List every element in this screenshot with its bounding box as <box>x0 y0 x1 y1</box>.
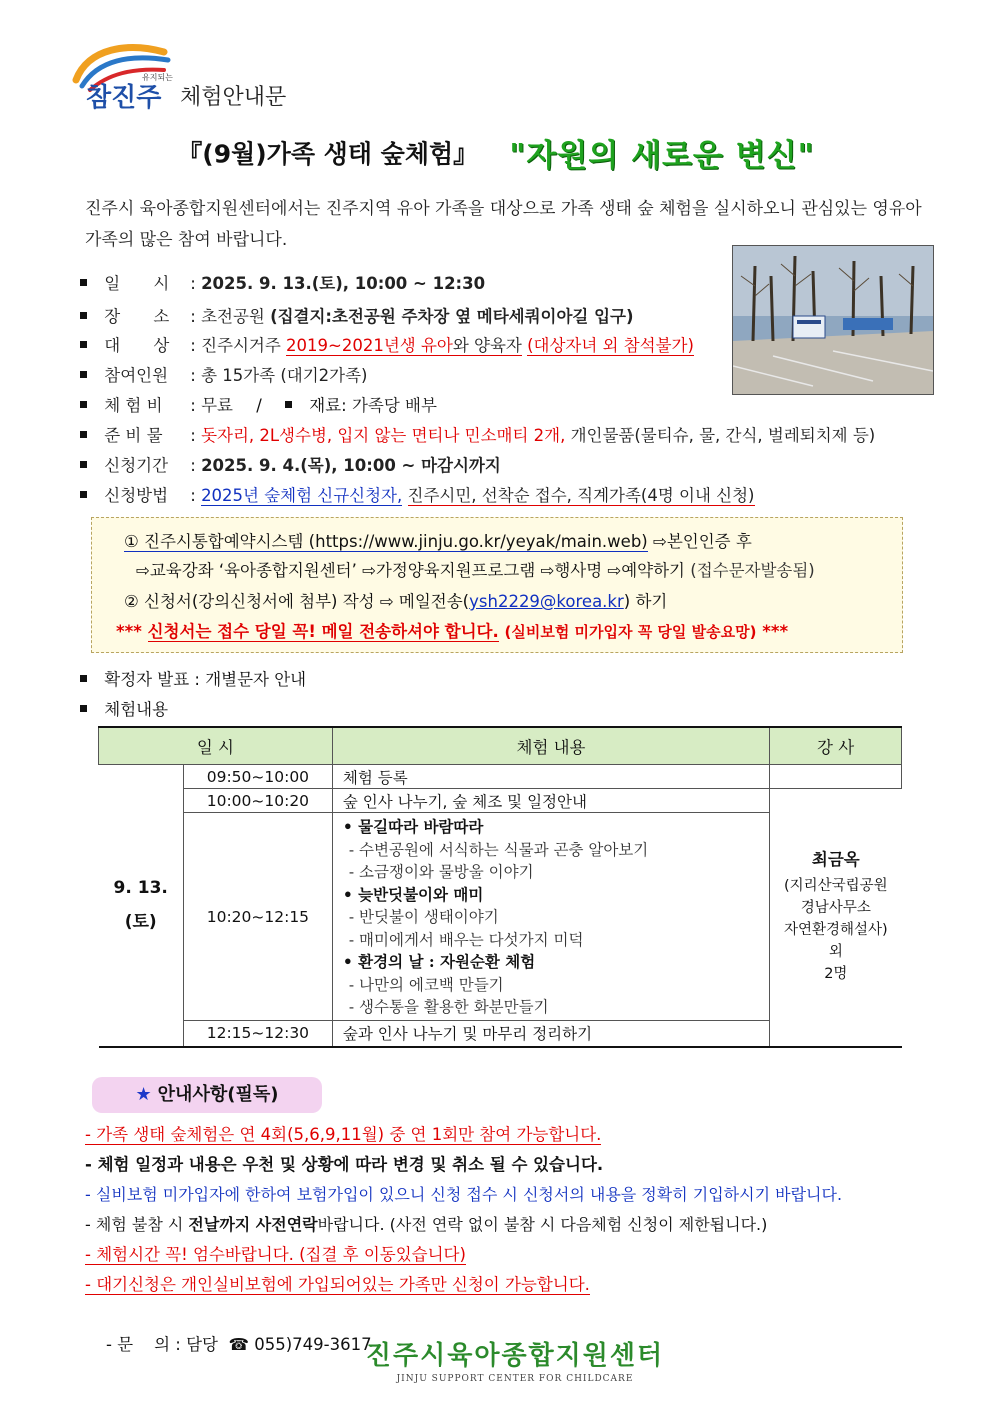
notice-item-text: - 체험시간 꼭! 엄수바랍니다. (집결 후 이동있습니다) <box>85 1245 466 1264</box>
info-method-blue: 2025년 숲체험 신규신청자, <box>201 486 403 505</box>
intro-paragraph: 진주시 육아종합지원센터에서는 진주지역 유아 가족을 대상으로 가족 생태 숲 체험을 실시하오니 관심있는 영유아 가족의 많은 참여 바랍니다. <box>85 199 922 250</box>
center-english-name: JINJU SUPPORT CENTER FOR CHILDCARE <box>396 1374 634 1384</box>
info-place-row: 장 소 : 초전공원 (집결지:초전공원 주차장 옆 메타세쿼이아길 입구) <box>80 303 634 331</box>
bullet-icon <box>80 675 87 682</box>
notice-item-text: - 실비보험 미가입자에 한하여 보험가입이 있으니 신청 접수 시 신청서의 내용을 정확히 기입하시기 바랍니다. <box>85 1185 843 1204</box>
info-target-label: 대 상 <box>104 336 184 355</box>
event-slogan: "자원의 새로운 변신" <box>509 138 815 174</box>
info-prep-red: 돗자리, 2L생수병, 입지 않는 면티나 민소매티 2개, <box>201 426 566 445</box>
info-fee-value: 무료 <box>201 396 233 415</box>
notice-item <box>85 1120 601 1150</box>
bullet-icon <box>80 461 87 468</box>
park-photo <box>732 245 934 395</box>
bullet-icon <box>80 279 87 286</box>
info-prep-row: 준 비 물 : 돗자리, 2L생수병, 입지 않는 면티나 민소매티 2개, 개인물품(물티슈, 물, 간식, 벌레퇴치제 등) <box>80 422 875 450</box>
info-method-rest: 진주시민, 선착순 접수, 직계가족(4명 이내 신청) <box>407 486 755 505</box>
center-name: 진주시육아종합지원센터 <box>365 1341 665 1371</box>
info-target-and: 와 양육자 <box>452 336 522 355</box>
announcement-text: 확정자 발표 : 개별문자 안내 <box>104 670 307 689</box>
apply-line-1 <box>124 528 752 552</box>
bullet-icon <box>80 705 87 712</box>
logo-small-text: 유지되는 <box>142 73 173 82</box>
email-deadline-warning: 신청서는 접수 당일 꼭! 메일 전송하셔야 합니다. <box>147 622 499 641</box>
info-method-row: 신청방법 : 2025년 숲체험 신규신청자, 진주시민, 선착순 접수, 직계가족(4명 이내 신청) <box>80 482 755 510</box>
program-item-2: • 늦반딧불이와 매미 <box>342 884 484 904</box>
program-sub-item: - 소금쟁이와 물방울 이야기 <box>348 863 534 882</box>
program-sub-item: - 수변공원에 서식하는 식물과 곤충 알아보기 <box>348 840 649 859</box>
info-target-child: 2019~2021년생 유아 <box>286 336 453 355</box>
notice-item <box>85 1180 842 1210</box>
info-date-row: 일 시 : 2025. 9. 13.(토), 10:00 ~ 12:30 <box>80 270 485 298</box>
event-title: 『(9월)가족 생태 숲체험』 <box>177 139 479 169</box>
document-title <box>0 130 992 175</box>
schedule-date-cell <box>99 765 184 1047</box>
program-item-1: • 물길따라 바람따라 <box>342 817 484 837</box>
info-material-value: 가족당 배부 <box>351 396 437 415</box>
program-sub-item: - 나만의 에코백 만들기 <box>348 975 504 994</box>
schedule-header-row <box>99 727 902 765</box>
row-content: 숲과 인사 나누기 및 마무리 정리하기 <box>332 1021 769 1047</box>
row-time: 09:50~10:00 <box>183 765 332 789</box>
row-instructor-empty <box>770 765 902 789</box>
apply-line-2-note: (접수문자발송됨) <box>690 561 815 580</box>
apply-line-3-head: ② 신청서(강의신청서에 첨부) 작성 ⇨ 메일전송( <box>124 592 470 611</box>
header-content: 체험 내용 <box>332 727 769 765</box>
info-fee-row: 체 험 비 : 무료 / 재료: 가족당 배부 <box>80 392 437 420</box>
apply-line-3 <box>124 588 667 612</box>
bullet-icon <box>80 431 87 438</box>
notice-title-badge <box>92 1077 322 1113</box>
info-place-label: 장 소 <box>104 307 184 326</box>
row-time: 10:20~12:15 <box>183 813 332 1021</box>
program-sub-item: - 매미에게서 배우는 다섯가지 미덕 <box>348 930 584 949</box>
warning-stars-end: *** <box>762 622 789 641</box>
reservation-system-link[interactable]: ① 진주시통합예약시스템 (https://www.jinju.go.kr/yeyak/main.web) <box>124 532 648 551</box>
apply-line-2 <box>136 557 815 581</box>
info-period-row: 신청기간 : 2025. 9. 4.(목), 10:00 ~ 마감시까지 <box>80 452 501 480</box>
insurance-note: (실비보험 미가입자 꼭 당일 발송요망) <box>504 623 757 641</box>
info-prep-label: 준 비 물 <box>104 426 163 445</box>
info-method-label: 신청방법 <box>104 486 169 505</box>
info-date-value: 2025. 9. 13.(토), 10:00 ~ 12:30 <box>201 274 486 293</box>
info-period-value: 2025. 9. 4.(목), 10:00 ~ 마감시까지 <box>201 456 501 475</box>
instructor-affiliation-2: 경남사무소 <box>800 900 871 917</box>
document-type-label: 체험안내문 <box>180 85 287 110</box>
notice-item <box>85 1270 590 1300</box>
info-place-detail: (집결지:초전공원 주차장 옆 메타세쿼이아길 입구) <box>270 307 634 326</box>
schedule-day: (토) <box>124 912 157 933</box>
row-content: 숲 인사 나누기, 숲 체조 및 일정안내 <box>332 789 769 813</box>
warning-stars-start: *** <box>116 622 142 641</box>
header-instructor: 강 사 <box>770 727 902 765</box>
contact-email-link[interactable]: ysh2229@korea.kr <box>469 592 624 611</box>
row-time: 10:00~10:20 <box>183 789 332 813</box>
apply-line-4 <box>116 618 788 642</box>
bullet-icon <box>80 341 87 348</box>
content-label-row <box>80 696 168 720</box>
logo-text: 참진주 <box>86 83 162 112</box>
content-label: 체험내용 <box>104 700 169 719</box>
info-count-row: 참여인원 : 총 15가족 (대기2가족) <box>80 362 368 390</box>
apply-line-1-tail: ⇨본인인증 후 <box>653 532 752 551</box>
info-count-label: 참여인원 <box>104 366 169 385</box>
bullet-icon <box>80 491 87 498</box>
program-sub-item: - 생수통을 활용한 화분만들기 <box>348 998 549 1017</box>
notice-item-text: - 가족 생태 숲체험은 연 4회(5,6,9,11월) 중 연 1회만 참여 가능합니다. <box>85 1125 602 1144</box>
info-count-value: 총 15가족 (대기2가족) <box>201 366 368 385</box>
program-detail-cell <box>332 813 769 1021</box>
info-date-label: 일 시 <box>104 274 184 293</box>
notice-item-text: - 체험 불참 시 <box>85 1215 184 1234</box>
info-place-value: 초전공원 <box>201 307 265 326</box>
instructor-extra-1: 외 <box>828 944 843 961</box>
row-content: 체험 등록 <box>332 765 769 789</box>
notice-item <box>85 1150 603 1180</box>
contact-phone-text: - 문 의 : 담당 ☎ 055)749-3617 <box>105 1335 372 1354</box>
apply-line-2-path: ⇨교육강좌 ‘육아종합지원센터’ ⇨가정양육지원프로그램 ⇨행사명 ⇨예약하기 <box>136 561 686 580</box>
bullet-icon <box>285 401 292 408</box>
notice-item-contact <box>85 1300 372 1354</box>
instructor-name: 최금옥 <box>811 850 860 870</box>
program-sub-item: - 반딧불이 생태이야기 <box>348 908 499 927</box>
notice-item-bold: 전날까지 사전연락 <box>188 1215 318 1234</box>
info-fee-separator: / <box>256 396 262 415</box>
notice-title: 안내사항(필독) <box>157 1084 279 1105</box>
notice-item-text: 바랍니다. (사전 연락 없이 불참 시 다음체험 신청이 제한됩니다.) <box>317 1215 768 1234</box>
bullet-icon <box>80 312 87 319</box>
info-target-note: (대상자녀 외 참석불가) <box>527 336 694 355</box>
table-row <box>99 765 902 789</box>
schedule-table <box>98 726 902 1048</box>
instructor-affiliation-1: (지리산국립공원 <box>783 878 888 895</box>
info-target-prefix: 진주시거주 <box>201 336 281 355</box>
instructor-extra-2: 2명 <box>824 966 848 983</box>
row-time: 12:15~12:30 <box>183 1021 332 1047</box>
star-icon: ★ <box>135 1084 152 1105</box>
apply-line-3-tail: ) 하기 <box>623 592 668 611</box>
jinju-city-logo <box>68 40 178 112</box>
program-item-3: • 환경의 날 : 자원순환 체험 <box>342 952 536 972</box>
info-prep-black: 개인물품(물티슈, 물, 간식, 벌레퇴치제 등) <box>570 426 876 445</box>
notice-item-text: - 대기신청은 개인실비보험에 가입되어있는 가족만 신청이 가능합니다. <box>85 1275 590 1294</box>
announcement-row <box>80 666 306 690</box>
info-fee-label: 체 험 비 <box>104 396 163 415</box>
notice-item <box>85 1210 767 1240</box>
application-instructions-box <box>91 517 903 653</box>
notice-item-text: - 체험 일정과 내용은 우천 및 상황에 따라 변경 및 취소 될 수 있습니다. <box>85 1155 604 1174</box>
info-target-row: 대 상 : 진주시거주 2019~2021년생 유아와 양육자 (대상자녀 외 참석불가) <box>80 332 694 360</box>
header-datetime: 일 시 <box>99 727 333 765</box>
instructor-affiliation-3: 자연환경해설사) <box>783 922 888 939</box>
table-row <box>99 789 902 813</box>
bullet-icon <box>80 371 87 378</box>
info-material-label: 재료: <box>309 396 347 415</box>
schedule-date: 9. 13. <box>113 878 168 899</box>
center-logo-footer <box>350 1335 680 1384</box>
bullet-icon <box>80 401 87 408</box>
info-period-label: 신청기간 <box>104 456 169 475</box>
instructor-cell <box>770 789 902 1047</box>
notice-item <box>85 1240 466 1270</box>
